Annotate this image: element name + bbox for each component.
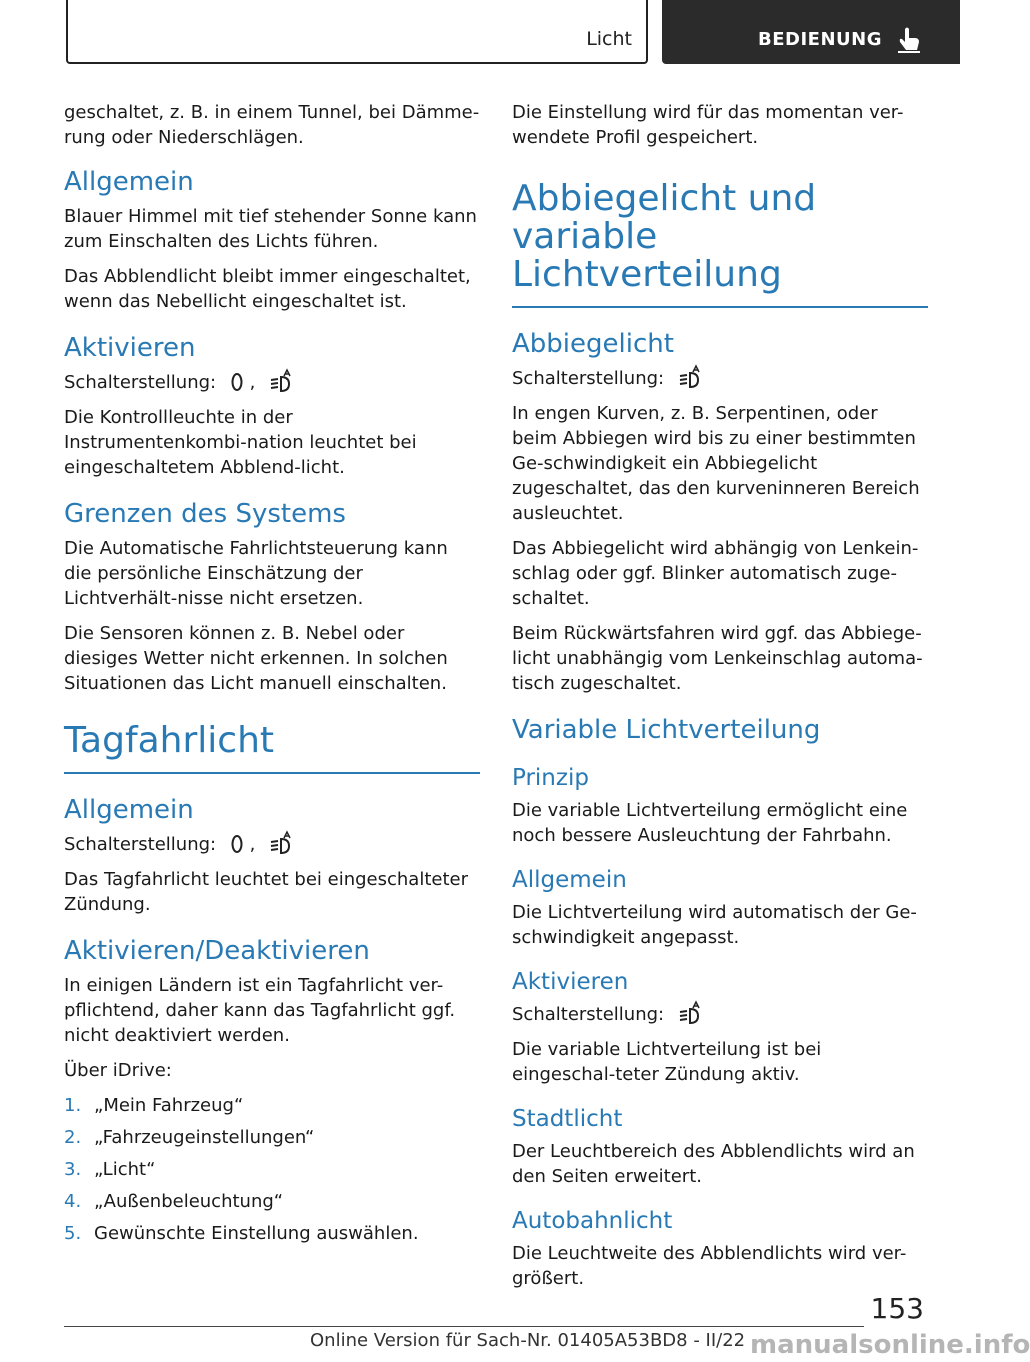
light-switch-zero-icon xyxy=(230,372,244,392)
heading-prinzip: Prinzip xyxy=(512,765,589,791)
list-item: 3. „Licht“ xyxy=(64,1159,156,1180)
heading-variable-lichtverteilung: Variable Lichtverteilung xyxy=(512,715,821,745)
paragraph: Blauer Himmel mit tief stehender Sonne kann zum Einschalten des Lichts führen. xyxy=(64,206,477,252)
auto-headlight-icon xyxy=(678,1002,704,1024)
paragraph: Die Leuchtweite des Abblendlichts wird ver-größert. xyxy=(512,1243,907,1289)
switch-position-label: Schalterstellung: xyxy=(512,368,665,389)
heading-tag-allgemein: Allgemein xyxy=(64,795,194,825)
auto-headlight-icon xyxy=(269,370,295,392)
footer-online-version: Online Version für Sach-Nr. 01405A53BD8 - II/22 xyxy=(310,1330,746,1351)
list-item: 2. „Fahrzeugeinstellungen“ xyxy=(64,1127,315,1148)
paragraph: Beim Rückwärtsfahren wird ggf. das Abbiege-licht unabhängig vom Lenkeinschlag automa-tisch zugeschaltet. xyxy=(512,623,923,694)
heading-aktivieren-deaktivieren: Aktivieren/Deaktivieren xyxy=(64,936,370,966)
separator: , xyxy=(249,372,256,393)
list-item: 1. „Mein Fahrzeug“ xyxy=(64,1095,244,1116)
list-item: 5. Gewünschte Einstellung auswählen. xyxy=(64,1223,419,1244)
paragraph: Über iDrive: xyxy=(64,1060,172,1081)
paragraph: Die Kontrollleuchte in der Instrumentenkombi-nation leuchtet bei eingeschaltetem Abblend-licht. xyxy=(64,407,417,478)
heading-abbiegelicht: Abbiegelicht xyxy=(512,329,674,359)
heading-tagfahrlicht: Tagfahrlicht xyxy=(64,722,480,774)
page-number: 153 xyxy=(870,1292,924,1325)
section-title: BEDIENUNG xyxy=(758,29,882,50)
footer-divider xyxy=(64,1326,864,1327)
switch-position-label: Schalterstellung: xyxy=(512,1004,665,1025)
heading-stadtlicht: Stadtlicht xyxy=(512,1106,623,1132)
hand-pointer-icon xyxy=(896,26,922,54)
heading-autobahnlicht: Autobahnlicht xyxy=(512,1208,673,1234)
paragraph: In einigen Ländern ist ein Tagfahrlicht ver-pflichtend, daher kann das Tagfahrlicht ggf. nicht deaktiviert werden. xyxy=(64,975,456,1046)
light-switch-zero-icon xyxy=(230,834,244,854)
paragraph: Die variable Lichtverteilung ermöglicht eine noch bessere Ausleuchtung der Fahrbahn. xyxy=(512,800,908,846)
intro-paragraph: geschaltet, z. B. in einem Tunnel, bei Dämme-rung oder Niederschlägen. xyxy=(64,102,480,148)
chapter-tab xyxy=(66,0,648,64)
separator: , xyxy=(249,834,256,855)
heading-abbiegelicht-variable: Abbiegelicht und variable Lichtverteilung xyxy=(512,180,928,308)
switch-position-label: Schalterstellung: xyxy=(64,834,217,855)
switch-position-line xyxy=(512,1002,928,1027)
watermark: manualsonline.info xyxy=(750,1330,1030,1360)
left-column xyxy=(64,100,480,1253)
paragraph: Die variable Lichtverteilung ist bei eingeschal-teter Zündung aktiv. xyxy=(512,1039,822,1085)
paragraph: Das Abbiegelicht wird abhängig von Lenkein-schlag oder ggf. Blinker automatisch zuge-schaltet. xyxy=(512,538,919,609)
heading-aktivieren: Aktivieren xyxy=(64,333,196,363)
auto-headlight-icon xyxy=(269,832,295,854)
paragraph: Der Leuchtbereich des Abblendlichts wird an den Seiten erweitert. xyxy=(512,1141,915,1187)
paragraph: Die Lichtverteilung wird automatisch der Ge-schwindigkeit angepasst. xyxy=(512,902,917,948)
paragraph: Die Automatische Fahrlichtsteuerung kann die persönliche Einschätzung der Lichtverhält-nisse nicht ersetzen. xyxy=(64,538,448,609)
heading-allgemein: Allgemein xyxy=(512,867,627,893)
heading-allgemein: Allgemein xyxy=(64,167,194,197)
right-column xyxy=(512,100,928,1301)
paragraph: Das Abblendlicht bleibt immer eingeschaltet, wenn das Nebellicht eingeschaltet ist. xyxy=(64,266,471,312)
paragraph: In engen Kurven, z. B. Serpentinen, oder beim Abbiegen wird bis zu einer bestimmten Ge-schwindigkeit ein Abbiegelicht zugeschaltet, das den kurveninneren Bereich ausleuchtet. xyxy=(512,403,920,524)
paragraph: Das Tagfahrlicht leuchtet bei eingeschalteter Zündung. xyxy=(64,869,469,915)
intro-paragraph: Die Einstellung wird für das momentan ver-wendete Profil gespeichert. xyxy=(512,102,904,148)
heading-aktivieren: Aktivieren xyxy=(512,969,629,995)
switch-position-line xyxy=(64,832,480,857)
list-item: 4. „Außenbeleuchtung“ xyxy=(64,1191,284,1212)
paragraph: Die Sensoren können z. B. Nebel oder diesiges Wetter nicht erkennen. In solchen Situationen das Licht manuell einschalten. xyxy=(64,623,448,694)
step-list xyxy=(64,1093,480,1246)
auto-headlight-icon xyxy=(678,366,704,388)
heading-grenzen: Grenzen des Systems xyxy=(64,499,346,529)
switch-position-line xyxy=(512,366,928,391)
switch-position-label: Schalterstellung: xyxy=(64,372,217,393)
chapter-title: Licht xyxy=(586,28,632,50)
switch-position-line xyxy=(64,370,480,395)
